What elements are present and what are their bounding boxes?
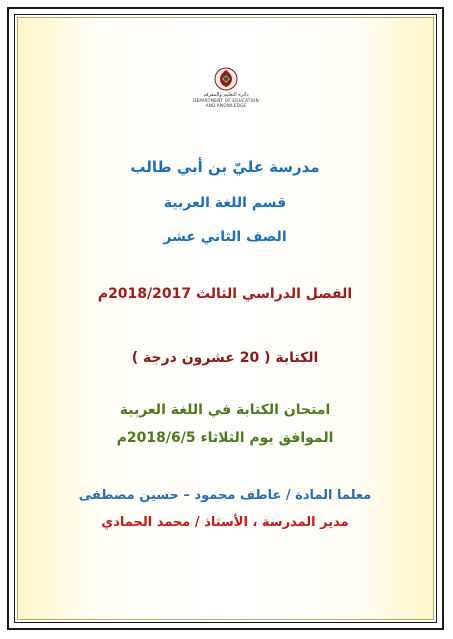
logo-arabic-text: دائرة التعليم والمعرفة — [203, 92, 249, 98]
principal-line: مدير المدرسة ، الأستاذ / محمد الحمادي — [101, 515, 349, 530]
exam-date: الموافق يوم الثلاثاء 2018/6/5م — [116, 430, 334, 446]
emblem-icon — [213, 66, 239, 92]
academic-term: الفصل الدراسي الثالث 2018/2017م — [97, 286, 353, 302]
teachers-line: معلما المادة / عاطف محمود – حسين مصطفى — [78, 488, 372, 503]
department-name: قسم اللغة العربية — [163, 195, 287, 211]
subject-score: الكتابة ( 20 عشرون درجة ) — [131, 350, 319, 366]
grade-level: الصف الثاني عشر — [163, 229, 287, 245]
exam-title: امتحان الكتابة في اللغة العربية — [119, 402, 331, 418]
logo-english-line2: AND KNOWLEDGE — [205, 103, 247, 108]
logo-english-line1: DEPARTMENT OF EDUCATION — [193, 98, 259, 103]
ministry-logo — [170, 66, 282, 122]
school-name: مدرسة عليّ بن أبي طالب — [130, 158, 320, 176]
